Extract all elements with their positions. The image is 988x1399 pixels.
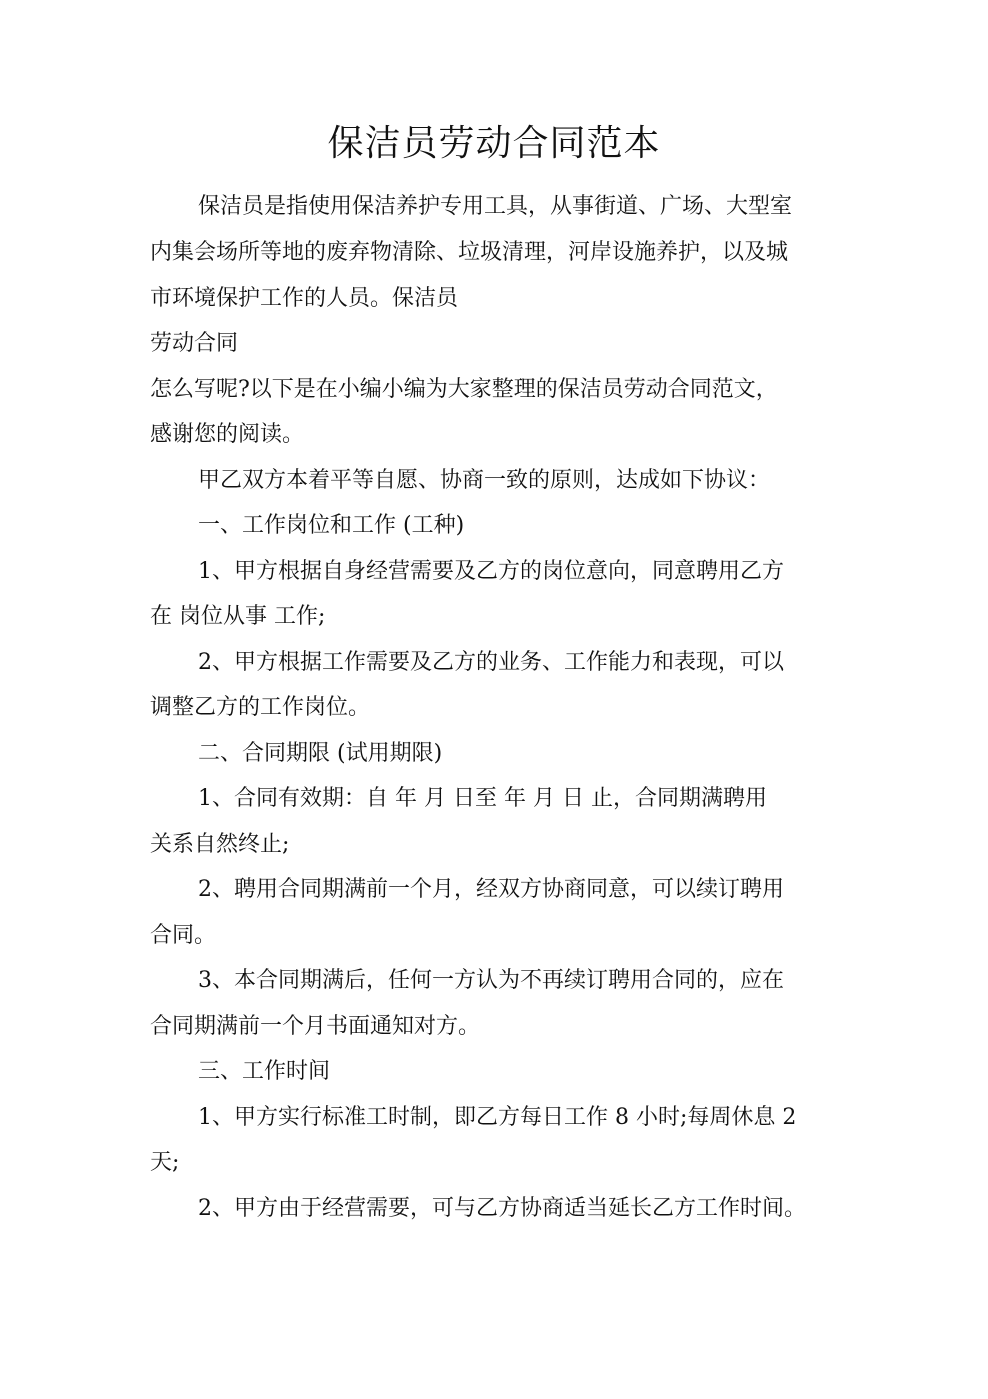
paragraph-line: 甲乙双方本着平等自愿、协商一致的原则，达成如下协议：	[198, 468, 771, 493]
paragraph-line: 合同。	[150, 923, 217, 948]
paragraph-line: 市环境保护工作的人员。保洁员	[150, 286, 459, 311]
paragraph-line: 调整乙方的工作岗位。	[150, 695, 371, 720]
paragraph-line: 1、合同有效期：自 年 月 日至 年 月 日 止，合同期满聘用	[198, 786, 767, 811]
paragraph-line: 1、甲方根据自身经营需要及乙方的岗位意向，同意聘用乙方	[198, 559, 784, 584]
section-heading: 二、合同期限 (试用期限)	[198, 741, 443, 766]
paragraph-line: 感谢您的阅读。	[150, 422, 305, 447]
paragraph-line: 在 岗位从事 工作;	[150, 604, 326, 629]
section-heading: 三、工作时间	[198, 1059, 331, 1084]
paragraph-line: 内集会场所等地的废弃物清除、垃圾清理，河岸设施养护，以及城	[150, 240, 789, 265]
paragraph-line: 3、本合同期满后，任何一方认为不再续订聘用合同的，应在	[198, 968, 784, 993]
section-heading: 一、工作岗位和工作 (工种)	[198, 513, 465, 538]
paragraph-line: 劳动合同	[150, 331, 239, 356]
paragraph-line: 1、甲方实行标准工时制，即乙方每日工作 8 小时;每周休息 2	[198, 1105, 797, 1130]
paragraph-line: 关系自然终止;	[150, 832, 290, 857]
paragraph-line: 2、聘用合同期满前一个月，经双方协商同意，可以续订聘用	[198, 877, 784, 902]
paragraph-line: 2、甲方根据工作需要及乙方的业务、工作能力和表现，可以	[198, 650, 784, 675]
paragraph-line: 怎么写呢?以下是在小编小编为大家整理的保洁员劳动合同范文，	[150, 377, 778, 402]
paragraph-line: 合同期满前一个月书面通知对方。	[150, 1014, 481, 1039]
paragraph-line: 2、甲方由于经营需要，可与乙方协商适当延长乙方工作时间。	[198, 1196, 806, 1221]
paragraph-line: 保洁员是指使用保洁养护专用工具，从事街道、广场、大型室	[198, 194, 793, 219]
paragraph-line: 天;	[150, 1150, 180, 1175]
document-title: 保洁员劳动合同范本	[327, 123, 661, 164]
